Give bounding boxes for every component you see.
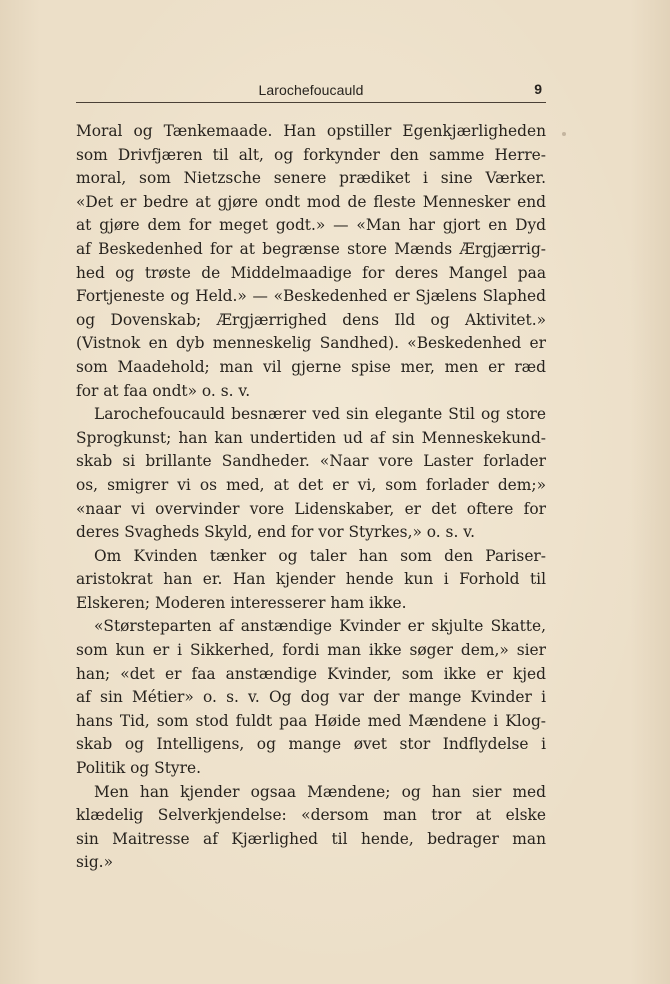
- text-line: skab si brillante Sandheder. «Naar vore Laster forlader: [76, 452, 546, 471]
- text-line: Moral og Tænkemaade. Han opstiller Egenkjærligheden: [76, 122, 546, 140]
- text-line: Om Kvinden tænker og taler han som den Pariser-: [94, 546, 546, 565]
- text-line: «Det er bedre at gjøre ondt mod de fleste Mennesker end: [76, 192, 546, 211]
- text-line: klædelig Selverkjendelse: «dersom man tror at elske: [76, 806, 546, 825]
- running-header: [76, 80, 546, 103]
- text-line: og Dovenskab; Ærgjærrighed dens Ild og Aktivitet.»: [76, 310, 546, 329]
- paper-spot: [562, 132, 566, 136]
- text-line: «naar vi overvinder vore Lidenskaber, er det oftere for: [76, 499, 546, 518]
- text-line: som Maadehold; man vil gjerne spise mer, men er ræd: [76, 357, 546, 376]
- text-line: os, smigrer vi os med, at det er vi, som forlader dem;»: [76, 475, 546, 494]
- text-line: Elskeren; Moderen interesserer ham ikke.: [76, 593, 407, 612]
- text-line: som Drivfjæren til alt, og forkynder den samme Herre-: [76, 145, 546, 164]
- running-title: Larochefoucauld: [258, 82, 364, 98]
- text-line: som kun er i Sikkerhed, fordi man ikke søger dem,» sier: [76, 641, 546, 660]
- text-line: Larochefoucauld besnærer ved sin elegante Stil og store: [94, 405, 546, 424]
- text-line: hans Tid, som stod fuldt paa Høide med Mændene i Klog-: [76, 711, 546, 730]
- text-line: sin Maitresse af Kjærlighed til hende, bedrager man: [76, 829, 546, 848]
- text-line: aristokrat han er. Han kjender hende kun i Forhold til: [76, 570, 546, 589]
- text-line: at gjøre dem for meget godt.» — «Man har gjort en Dyd: [76, 216, 546, 235]
- text-line: Men han kjender ogsaa Mændene; og han sier med: [94, 782, 546, 801]
- text-line: Sprogkunst; han kan undertiden ud af sin Menneskekund-: [76, 428, 546, 447]
- text-line: for at faa ondt» o. s. v.: [76, 381, 251, 400]
- page-number: 9: [534, 81, 542, 97]
- text-line: (Vistnok en dyb menneskelig Sandhed). «Beskedenhed er: [76, 334, 546, 353]
- text-line: hed og trøste de Middelmaadige for deres Mangel paa: [76, 263, 546, 282]
- text-line: han; «det er faa anstændige Kvinder, som ikke er kjed: [76, 664, 546, 683]
- text-line: af sin Métier» o. s. v. Og dog var der mange Kvinder i: [76, 688, 546, 707]
- text-line: Politik og Styre.: [76, 759, 201, 778]
- text-line: skab og Intelligens, og mange øvet stor Indflydelse i: [76, 735, 546, 754]
- text-line: deres Svagheds Skyld, end for vor Styrkes,» o. s. v.: [76, 523, 475, 542]
- text-line: af Beskedenhed for at begrænse store Mænds Ærgjærrig-: [76, 239, 546, 258]
- body-text: [76, 120, 546, 875]
- text-line: «Størsteparten af anstændige Kvinder er skjulte Skatte,: [94, 617, 546, 636]
- text-line: Fortjeneste og Held.» — «Beskedenhed er Sjælens Slaphed: [76, 287, 546, 306]
- text-line: moral, som Nietzsche senere prædiket i sine Værker.: [76, 169, 546, 188]
- text-line: sig.»: [76, 853, 113, 872]
